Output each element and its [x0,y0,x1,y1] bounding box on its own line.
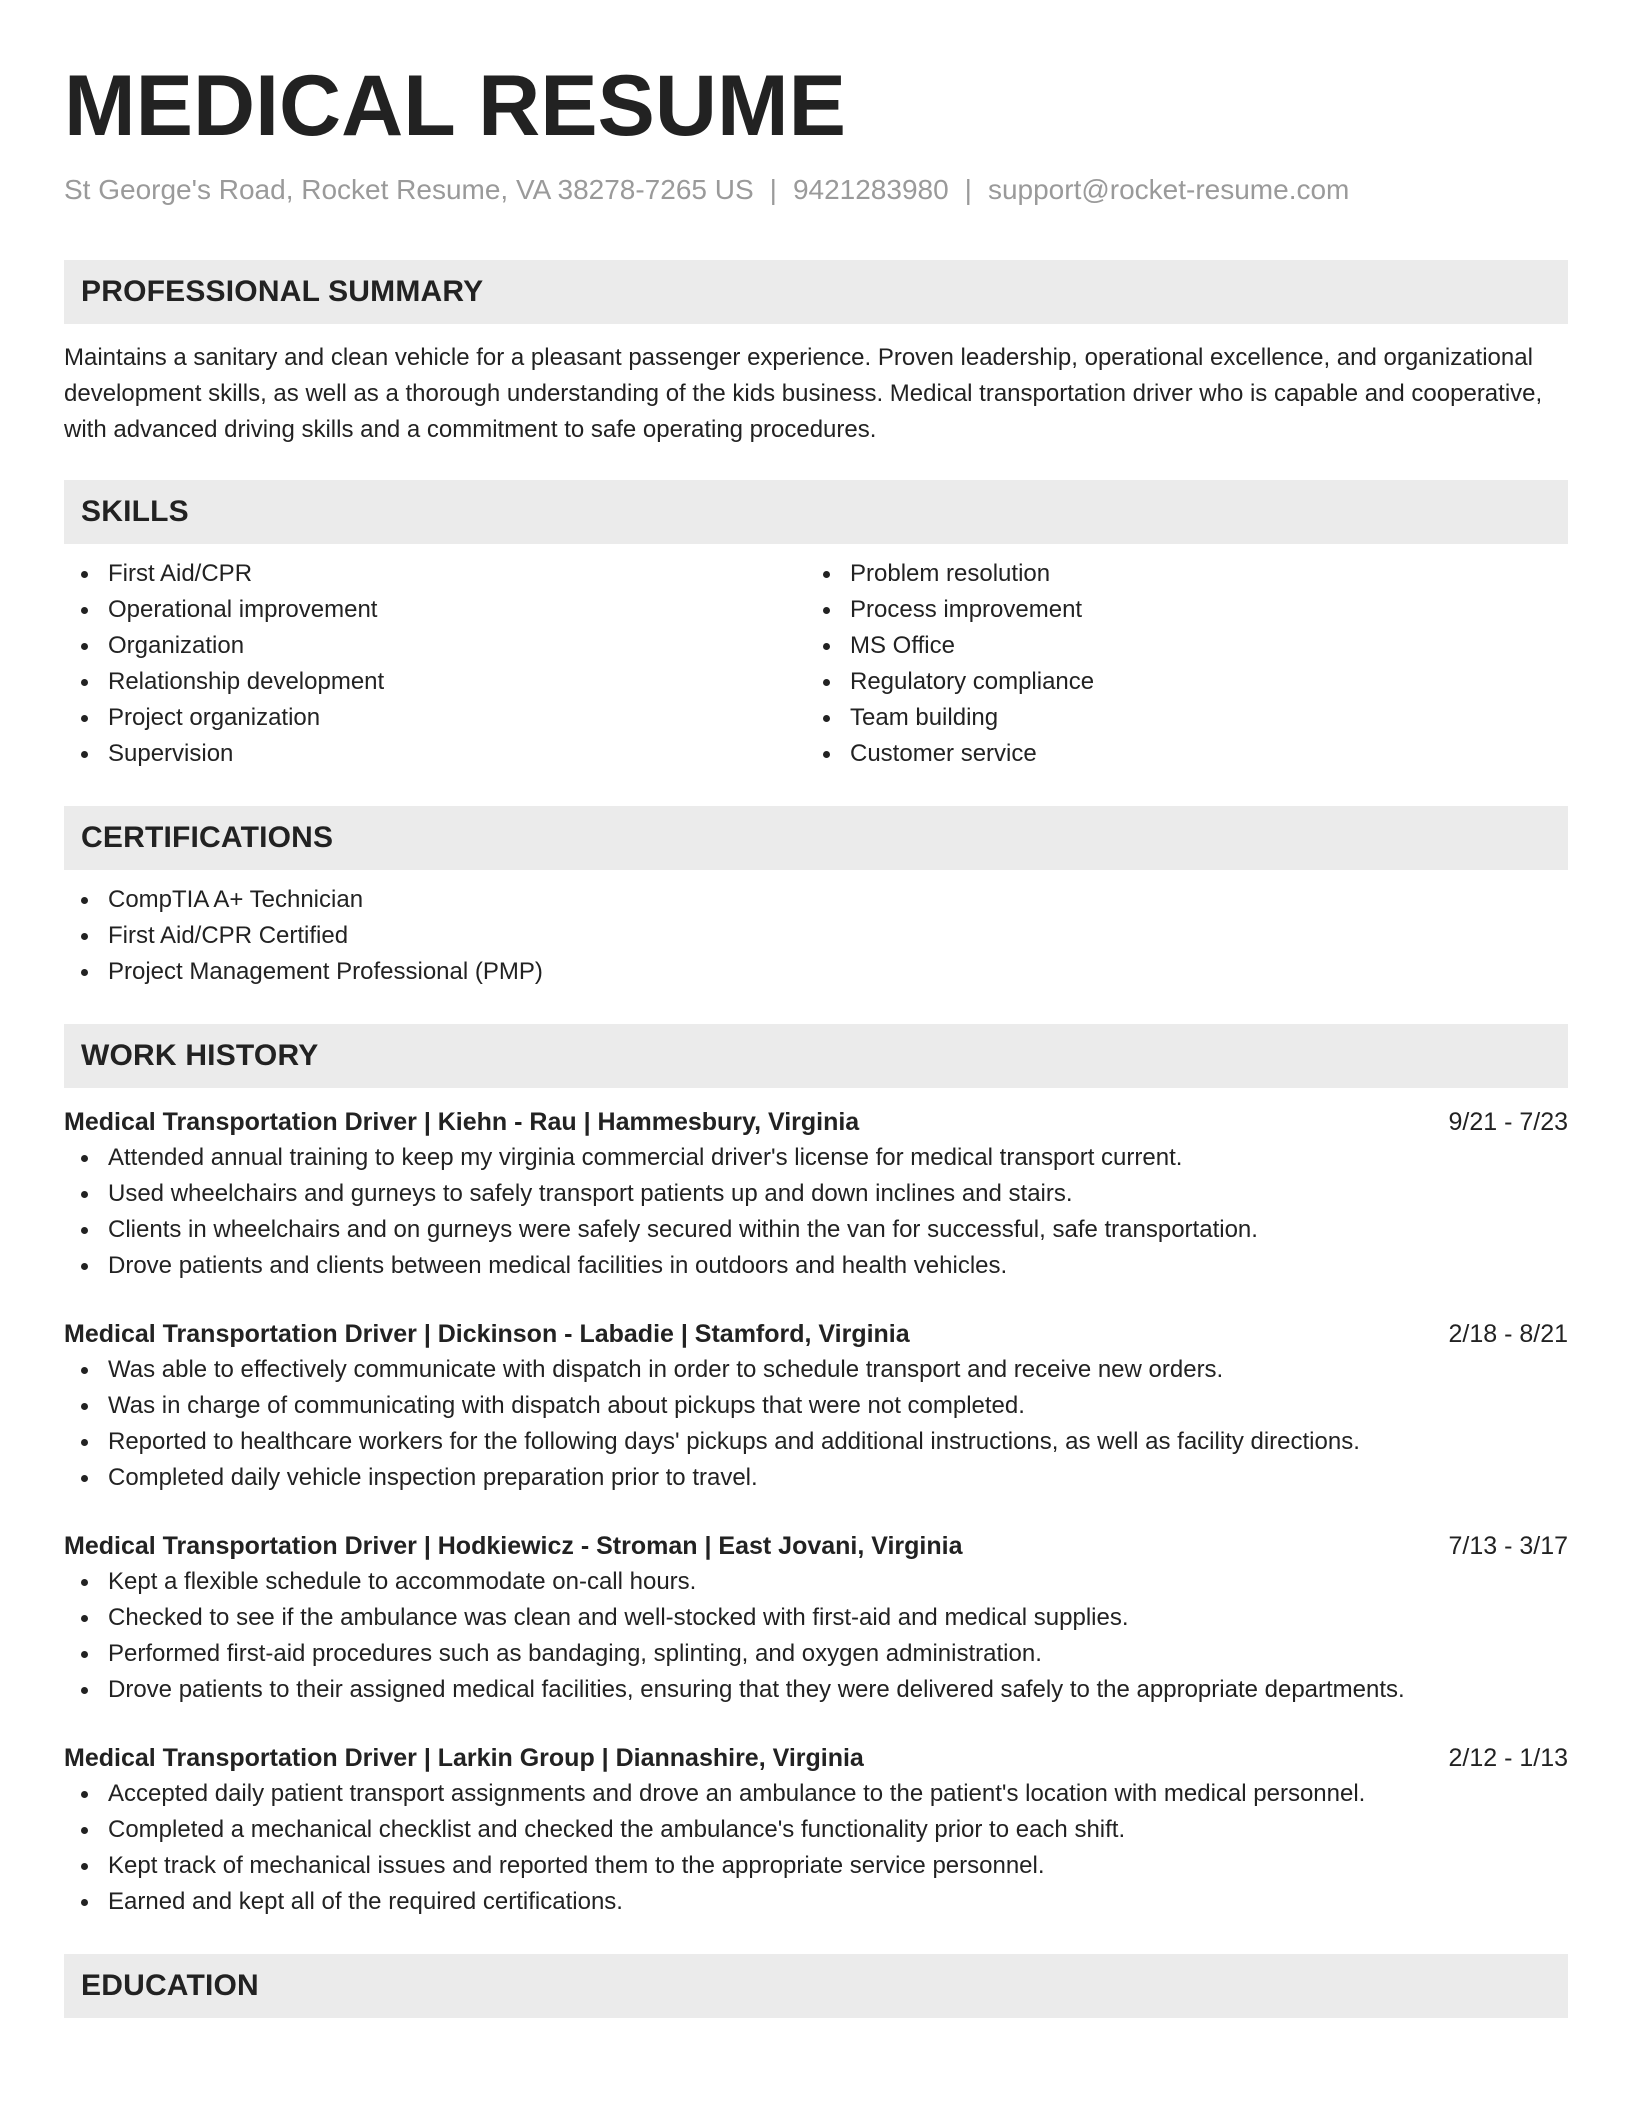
skills-grid [64,556,1568,772]
skill-item: Customer service [806,736,1548,772]
job-bullet: Earned and kept all of the required certifications. [64,1884,1568,1920]
skill-item: Project organization [64,700,806,736]
job-bullet: Completed daily vehicle inspection preparation prior to travel. [64,1460,1568,1496]
work-history-section [64,1024,1568,1920]
skills-column-right [806,556,1548,772]
skills-section [64,480,1568,772]
skill-item: Operational improvement [64,592,806,628]
contact-email: support@rocket-resume.com [987,174,1350,205]
job-bullet: Completed a mechanical checklist and checked the ambulance's functionality prior to each shift. [64,1812,1568,1848]
job-dates: 2/18 - 8/21 [1448,1320,1568,1348]
skills-column-left [64,556,806,772]
certification-item: CompTIA A+ Technician [64,882,1568,918]
job-title: Medical Transportation Driver | Kiehn - Rau | Hammesbury, Virginia [64,1108,860,1136]
contact-phone: 9421283980 [792,174,949,205]
certification-item: Project Management Professional (PMP) [64,954,1568,990]
job-bullet: Attended annual training to keep my virginia commercial driver's license for medical transport current. [64,1140,1568,1176]
resume-name: MEDICAL RESUME [64,58,847,154]
job-entry [64,1740,1568,1920]
skill-item: Relationship development [64,664,806,700]
skill-item: Organization [64,628,806,664]
skills-list-left [64,556,806,772]
job-title: Medical Transportation Driver | Hodkiewicz - Stroman | East Jovani, Virginia [64,1532,963,1560]
job-entry [64,1528,1568,1708]
job-dates: 9/21 - 7/23 [1448,1108,1568,1136]
contact-separator: | [769,174,777,205]
job-header [64,1528,1568,1564]
skill-item: First Aid/CPR [64,556,806,592]
job-bullets [64,1776,1568,1920]
job-title: Medical Transportation Driver | Larkin Group | Diannashire, Virginia [64,1744,864,1772]
job-bullet: Was able to effectively communicate with dispatch in order to schedule transport and receive new orders. [64,1352,1568,1388]
certifications-list [64,882,1568,990]
job-title: Medical Transportation Driver | Dickinson - Labadie | Stamford, Virginia [64,1320,910,1348]
skill-item: Supervision [64,736,806,772]
certifications-heading: CERTIFICATIONS [64,806,1568,870]
skill-item: Team building [806,700,1548,736]
job-header [64,1316,1568,1352]
job-bullet: Drove patients to their assigned medical facilities, ensuring that they were delivered safely to the appropriate departments. [64,1672,1568,1708]
education-section [64,1954,1568,2018]
work-history-heading: WORK HISTORY [64,1024,1568,1088]
skill-item: Problem resolution [806,556,1548,592]
certification-item: First Aid/CPR Certified [64,918,1568,954]
contact-line [64,172,1568,208]
job-bullet: Drove patients and clients between medical facilities in outdoors and health vehicles. [64,1248,1568,1284]
certifications-section [64,806,1568,990]
job-bullets [64,1564,1568,1708]
summary-text: Maintains a sanitary and clean vehicle for a pleasant passenger experience. Proven leadership, operational excellence, and organizational development skills, as well as a thorough understanding of the kids business. Medical transportation driver who is capable and cooperative, with advanced driving skills and a commitment to safe operating procedures. [64,344,1543,443]
job-bullets [64,1140,1568,1284]
job-bullet: Reported to healthcare workers for the following days' pickups and additional instructions, as well as facility directions. [64,1424,1568,1460]
job-bullet: Was in charge of communicating with dispatch about pickups that were not completed. [64,1388,1568,1424]
education-heading: EDUCATION [64,1954,1568,2018]
skills-list-right [806,556,1548,772]
job-bullet: Checked to see if the ambulance was clean and well-stocked with first-aid and medical supplies. [64,1600,1568,1636]
skill-item: Regulatory compliance [806,664,1548,700]
job-bullet: Kept a flexible schedule to accommodate on-call hours. [64,1564,1568,1600]
job-entry [64,1104,1568,1284]
job-bullet: Performed first-aid procedures such as bandaging, splinting, and oxygen administration. [64,1636,1568,1672]
skills-heading: SKILLS [64,480,1568,544]
contact-address: St George's Road, Rocket Resume, VA 38278-7265 US [64,174,754,205]
job-dates: 7/13 - 3/17 [1448,1532,1568,1560]
job-bullet: Accepted daily patient transport assignments and drove an ambulance to the patient's location with medical personnel. [64,1776,1568,1812]
job-header [64,1104,1568,1140]
summary-heading: PROFESSIONAL SUMMARY [64,260,1568,324]
job-header [64,1740,1568,1776]
job-dates: 2/12 - 1/13 [1448,1744,1568,1772]
job-bullet: Kept track of mechanical issues and reported them to the appropriate service personnel. [64,1848,1568,1884]
job-entry [64,1316,1568,1496]
job-bullet: Clients in wheelchairs and on gurneys were safely secured within the van for successful, safe transportation. [64,1212,1568,1248]
skill-item: Process improvement [806,592,1548,628]
skill-item: MS Office [806,628,1548,664]
job-bullet: Used wheelchairs and gurneys to safely transport patients up and down inclines and stairs. [64,1176,1568,1212]
contact-separator: | [964,174,972,205]
job-bullets [64,1352,1568,1496]
summary-section [64,260,1568,448]
